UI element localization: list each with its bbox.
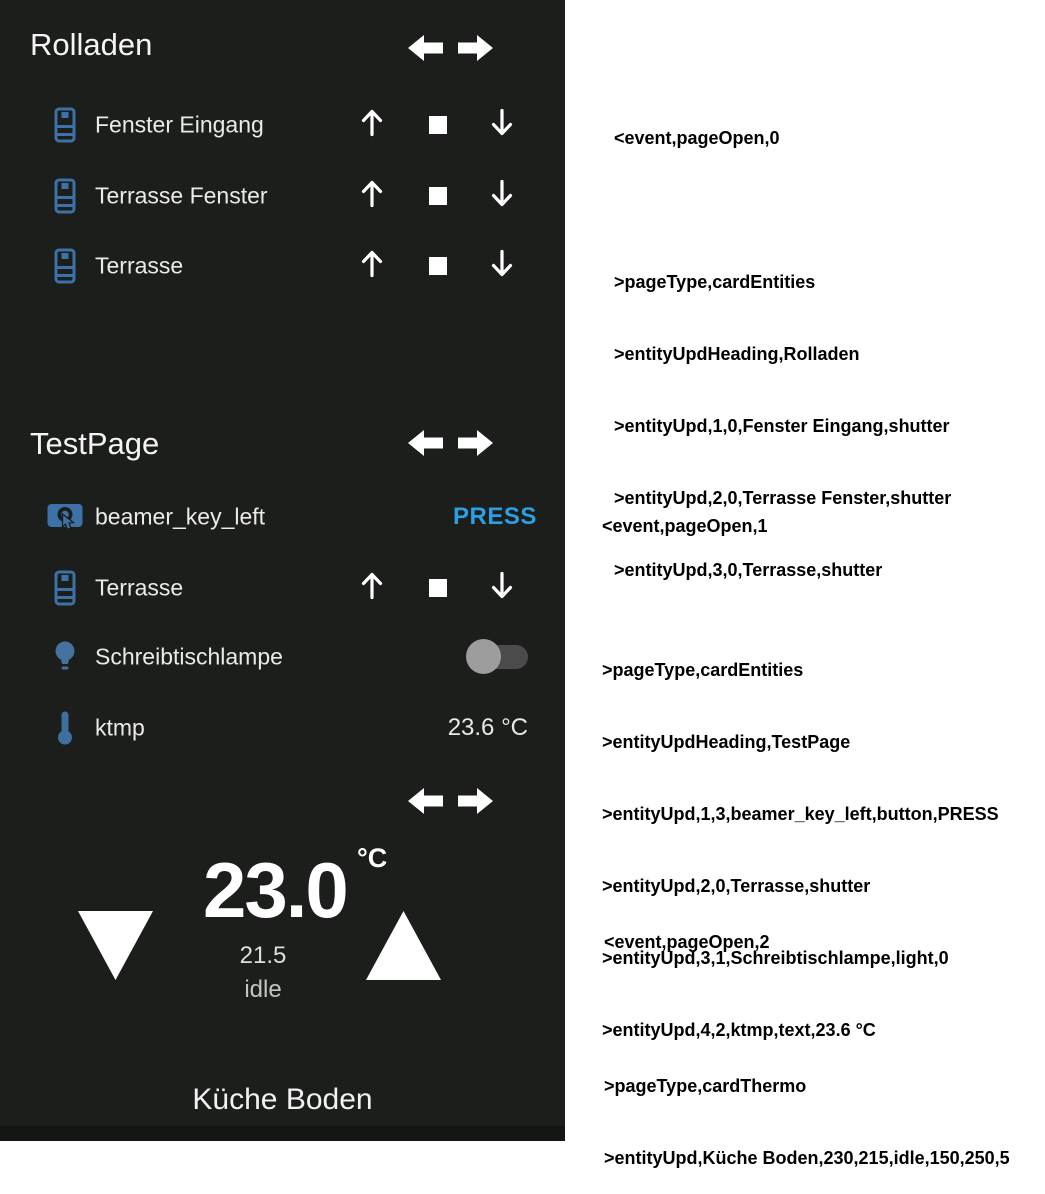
log-line: >pageType,cardEntities [614, 272, 816, 292]
log-line: <event,pageOpen,1 [602, 516, 768, 536]
shutter-up-button[interactable] [359, 107, 385, 144]
log-line: >entityUpdHeading,TestPage [602, 732, 851, 752]
log-line: >entityUpd,2,0,Terrasse,shutter [602, 876, 871, 896]
shutter-down-button[interactable] [489, 178, 515, 215]
temperature-unit: °C [357, 843, 388, 873]
shutter-stop-button[interactable] [429, 116, 447, 134]
thermostat-title: Küche Boden [192, 1083, 373, 1116]
gesture-tap-button-icon [46, 501, 84, 533]
hvac-state: idle [244, 976, 282, 1003]
shutter-up-button[interactable] [359, 178, 385, 215]
log-line: >entityUpd,3,1,Schreibtischlampe,light,0 [602, 948, 949, 968]
shutter-down-button[interactable] [489, 248, 515, 285]
shutter-down-button[interactable] [489, 107, 515, 144]
entity-row [0, 558, 565, 618]
entity-label: Fenster Eingang [95, 111, 264, 138]
arrow-right-icon[interactable] [458, 428, 493, 458]
log-line: >entityUpd,2,0,Terrasse Fenster,shutter [614, 488, 952, 508]
shutter-down-button[interactable] [489, 570, 515, 607]
log-gap [614, 198, 951, 222]
entity-label: Schreibtischlampe [95, 643, 283, 670]
shutter-stop-button[interactable] [429, 187, 447, 205]
entity-row [0, 487, 565, 547]
arrow-left-icon[interactable] [408, 786, 443, 816]
shutter-up-button[interactable] [359, 570, 385, 607]
log-line: >entityUpd,1,0,Fenster Eingang,shutter [614, 416, 950, 436]
entity-label: Terrasse [95, 574, 184, 601]
toggle-knob [466, 639, 501, 674]
screen-bottom-bezel [0, 1126, 565, 1141]
light-toggle-switch[interactable] [466, 639, 530, 675]
log-line: >pageType,cardEntities [602, 660, 804, 680]
log-line: >pageType,cardThermo [604, 1076, 807, 1096]
window-shutter-icon [46, 178, 84, 214]
entity-label: Terrasse Fenster [95, 182, 268, 209]
entity-row [0, 236, 565, 296]
thermometer-icon [46, 710, 84, 746]
sensor-value: 23.6 °C [447, 714, 528, 741]
log-line: >entityUpd,1,3,beamer_key_left,button,PRESS [602, 804, 999, 824]
current-temperature: 23.0 [203, 846, 347, 934]
entity-row [0, 166, 565, 226]
log-block-page2 [604, 882, 1010, 1194]
log-line: >entityUpdHeading,Rolladen [614, 344, 860, 364]
arrow-left-icon[interactable] [408, 33, 443, 63]
arrow-right-icon[interactable] [458, 33, 493, 63]
arrow-left-icon[interactable] [408, 428, 443, 458]
log-line: >entityUpd,Küche Boden,230,215,idle,150,250,5 [604, 1148, 1010, 1168]
entity-label: Terrasse [95, 252, 184, 279]
window-shutter-icon [46, 107, 84, 143]
log-gap [602, 586, 999, 610]
entity-label: beamer_key_left [95, 503, 266, 530]
page-nav [408, 33, 493, 63]
press-button[interactable]: PRESS [453, 503, 537, 530]
log-gap [604, 1002, 1010, 1026]
setpoint-down-button[interactable] [78, 911, 153, 985]
page-title-testpage: TestPage [30, 426, 160, 461]
target-temperature: 21.5 [239, 942, 287, 969]
page-nav [408, 428, 493, 458]
entity-row [0, 627, 565, 687]
entity-label: ktmp [95, 714, 145, 741]
log-line: >entityUpd,3,0,Terrasse,shutter [614, 560, 883, 580]
setpoint-up-button[interactable] [366, 911, 441, 985]
page-nav [408, 786, 493, 816]
log-line: <event,pageOpen,0 [614, 128, 780, 148]
shutter-stop-button[interactable] [429, 579, 447, 597]
shutter-stop-button[interactable] [429, 257, 447, 275]
log-line: >entityUpd,4,2,ktmp,text,23.6 °C [602, 1020, 876, 1040]
window-shutter-icon [46, 570, 84, 606]
shutter-up-button[interactable] [359, 248, 385, 285]
lightbulb-icon [46, 640, 84, 674]
entity-row [0, 698, 565, 758]
entity-row [0, 95, 565, 155]
arrow-right-icon[interactable] [458, 786, 493, 816]
log-line: <event,pageOpen,2 [604, 932, 770, 952]
page-title-rolladen: Rolladen [30, 27, 153, 62]
window-shutter-icon [46, 248, 84, 284]
